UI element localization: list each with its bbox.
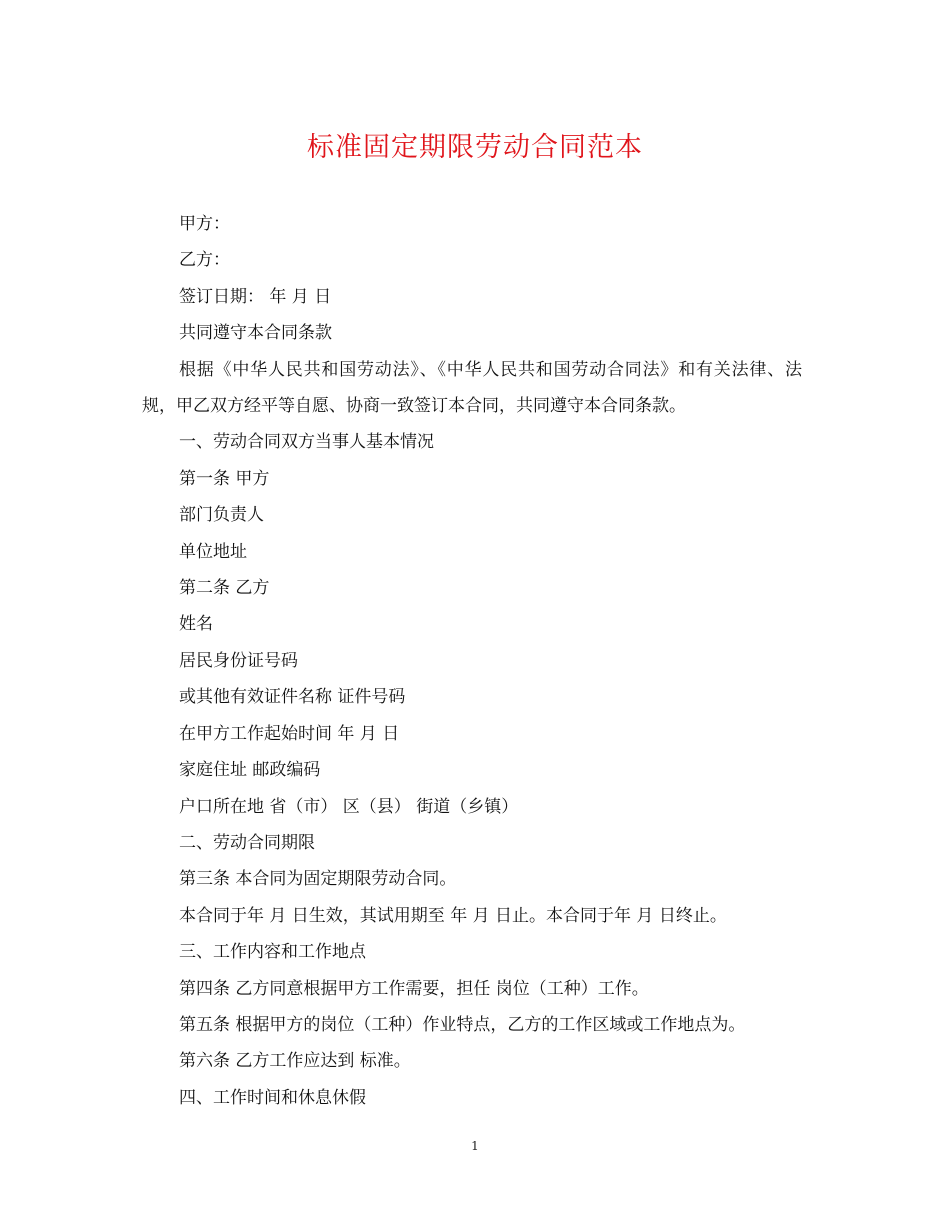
field-line: 家庭住址 邮政编码 [179,760,321,781]
preamble-paragraph: 根据《中华人民共和国劳动法》、《中华人民共和国劳动合同法》和有关法律、法规，甲乙双方经平等自愿、协商一致签订本合同，共同遵守本合同条款。 [142,359,802,417]
article-line: 第六条 乙方工作应达到 标准。 [179,1051,411,1072]
article-line: 第四条 乙方同意根据甲方工作需要，担任 岗位（工种）工作。 [179,978,649,999]
page-number: 1 [471,1139,479,1153]
field-line: 姓名 [179,614,213,635]
field-line: 户口所在地 省（市） 区（县） 街道（乡镇） [179,796,519,817]
section-heading: 一、劳动合同双方当事人基本情况 [179,432,434,453]
field-line: 居民身份证号码 [179,650,298,671]
section-heading: 三、工作内容和工作地点 [179,942,366,963]
party-b-line: 乙方： [179,250,230,271]
compliance-line: 共同遵守本合同条款 [179,323,332,344]
document-body [142,206,802,1116]
field-line: 单位地址 [179,541,247,562]
article-line: 第五条 根据甲方的岗位（工种）作业特点，乙方的工作区域或工作地点为。 [179,1014,746,1035]
party-a-line: 甲方： [179,214,230,234]
signing-date-line: 签订日期： 年 月 日 [179,286,332,307]
field-line: 部门负责人 [179,505,264,526]
document-title: 标准固定期限劳动合同范本 [307,132,643,163]
section-heading: 二、劳动合同期限 [179,832,315,853]
article-line: 第三条 本合同为固定期限劳动合同。 [179,869,457,890]
text-line: 本合同于年 月 日生效，其试用期至 年 月 日止。本合同于年 月 日终止。 [179,905,727,926]
field-line: 在甲方工作起始时间 年 月 日 [179,723,400,744]
section-heading: 四、工作时间和休息休假 [179,1087,366,1108]
article-line: 第一条 甲方 [179,468,270,489]
field-line: 或其他有效证件名称 证件号码 [179,687,406,708]
article-line: 第二条 乙方 [179,578,270,599]
